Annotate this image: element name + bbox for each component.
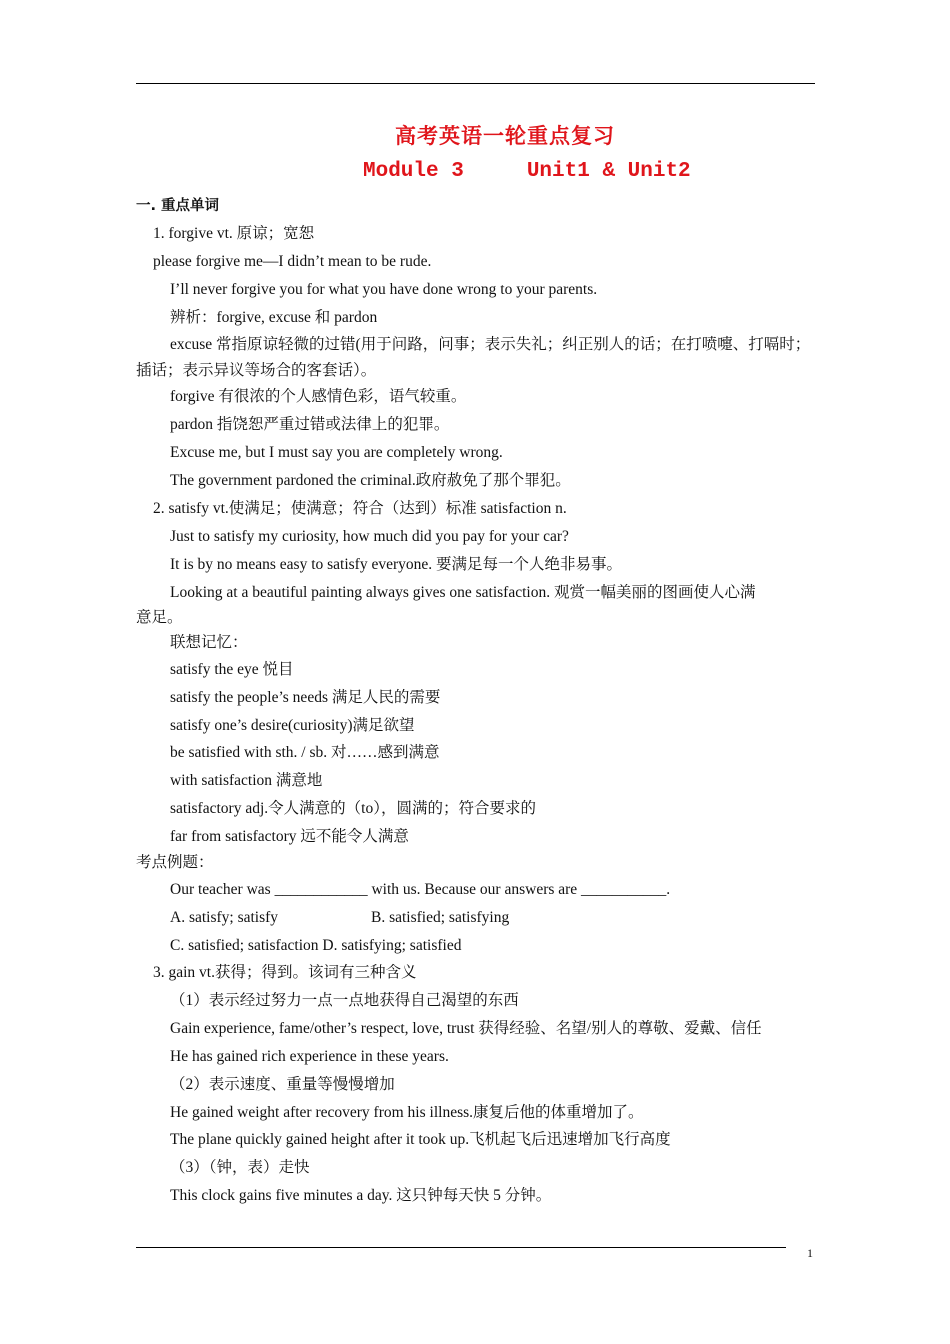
- text-line: He has gained rich experience in these years.: [170, 1048, 449, 1065]
- text-line: 考点例题：: [136, 854, 214, 871]
- exercise-option-cd: C. satisfied; satisfaction D. satisfying; satisfied: [170, 937, 462, 954]
- text-line: satisfy one’s desire(curiosity)满足欲望: [170, 717, 415, 734]
- text-line: please forgive me—I didn’t mean to be rude.: [153, 253, 432, 270]
- entry-forgive-heading: 1. forgive vt. 原谅；宽恕: [153, 225, 315, 242]
- entry-gain-heading: 3. gain vt.获得；得到。该词有三种含义: [153, 964, 417, 981]
- footer-rule: [136, 1247, 786, 1248]
- text-line: （2）表示速度、重量等慢慢增加: [170, 1076, 395, 1093]
- text-line: I’ll never forgive you for what you have done wrong to your parents.: [170, 281, 598, 298]
- text-line: pardon 指饶恕严重过错或法律上的犯罪。: [170, 416, 450, 433]
- exercise-option-a: A. satisfy; satisfy: [170, 909, 279, 926]
- text-line: （3）（钟，表）走快: [170, 1159, 310, 1176]
- text-line: satisfactory adj.令人满意的（to），圆满的；符合要求的: [170, 800, 536, 817]
- text-line: be satisfied with sth. / sb. 对……感到满意: [170, 744, 440, 761]
- text-line: far from satisfactory 远不能令人满意: [170, 828, 409, 845]
- entry-satisfy-heading: 2. satisfy vt.使满足；使满意；符合（达到）标准 satisfaction n.: [153, 500, 567, 517]
- text-line: satisfy the eye 悦目: [170, 661, 294, 678]
- document-subtitle: Module 3 Unit1 & Unit2: [363, 160, 691, 183]
- text-line: 插话；表示异议等场合的客套话）。: [136, 362, 377, 379]
- text-line: Excuse me, but I must say you are completely wrong.: [170, 444, 503, 461]
- text-line: Looking at a beautiful painting always gives one satisfaction. 观赏一幅美丽的图画使人心满: [170, 584, 756, 601]
- text-line: The plane quickly gained height after it took up.飞机起飞后迅速增加飞行高度: [170, 1131, 671, 1148]
- page-number: 1: [807, 1246, 813, 1260]
- header-rule: [136, 83, 815, 84]
- text-line: excuse 常指原谅轻微的过错(用于问路，问事；表示失礼；纠正别人的话；在打喷嚏、打嗝时；: [170, 336, 811, 353]
- section-heading-vocabulary: 一. 重点单词: [136, 198, 220, 214]
- text-line: satisfy the people’s needs 满足人民的需要: [170, 689, 441, 706]
- exercise-option-b: B. satisfied; satisfying: [371, 909, 510, 926]
- text-line: The government pardoned the criminal.政府赦免了那个罪犯。: [170, 472, 571, 489]
- text-line: 意足。: [136, 609, 183, 626]
- text-line: （1）表示经过努力一点一点地获得自己渴望的东西: [170, 992, 519, 1009]
- text-line: Gain experience, fame/other’s respect, love, trust 获得经验、名望/别人的尊敬、爱戴、信任: [170, 1020, 762, 1037]
- text-line: 联想记忆：: [170, 634, 248, 651]
- text-line: Just to satisfy my curiosity, how much did you pay for your car?: [170, 528, 569, 545]
- exercise-question: Our teacher was ____________ with us. Because our answers are ___________.: [170, 881, 671, 898]
- text-line: This clock gains five minutes a day. 这只钟每天快 5 分钟。: [170, 1187, 552, 1204]
- text-line: forgive 有很浓的个人感情色彩，语气较重。: [170, 388, 467, 405]
- text-line: He gained weight after recovery from his illness.康复后他的体重增加了。: [170, 1104, 644, 1121]
- document-title: 高考英语一轮重点复习: [395, 124, 615, 148]
- text-line: It is by no means easy to satisfy everyone. 要满足每一个人绝非易事。: [170, 556, 623, 573]
- text-line: with satisfaction 满意地: [170, 772, 323, 789]
- text-line: 辨析：forgive, excuse 和 pardon: [170, 309, 378, 326]
